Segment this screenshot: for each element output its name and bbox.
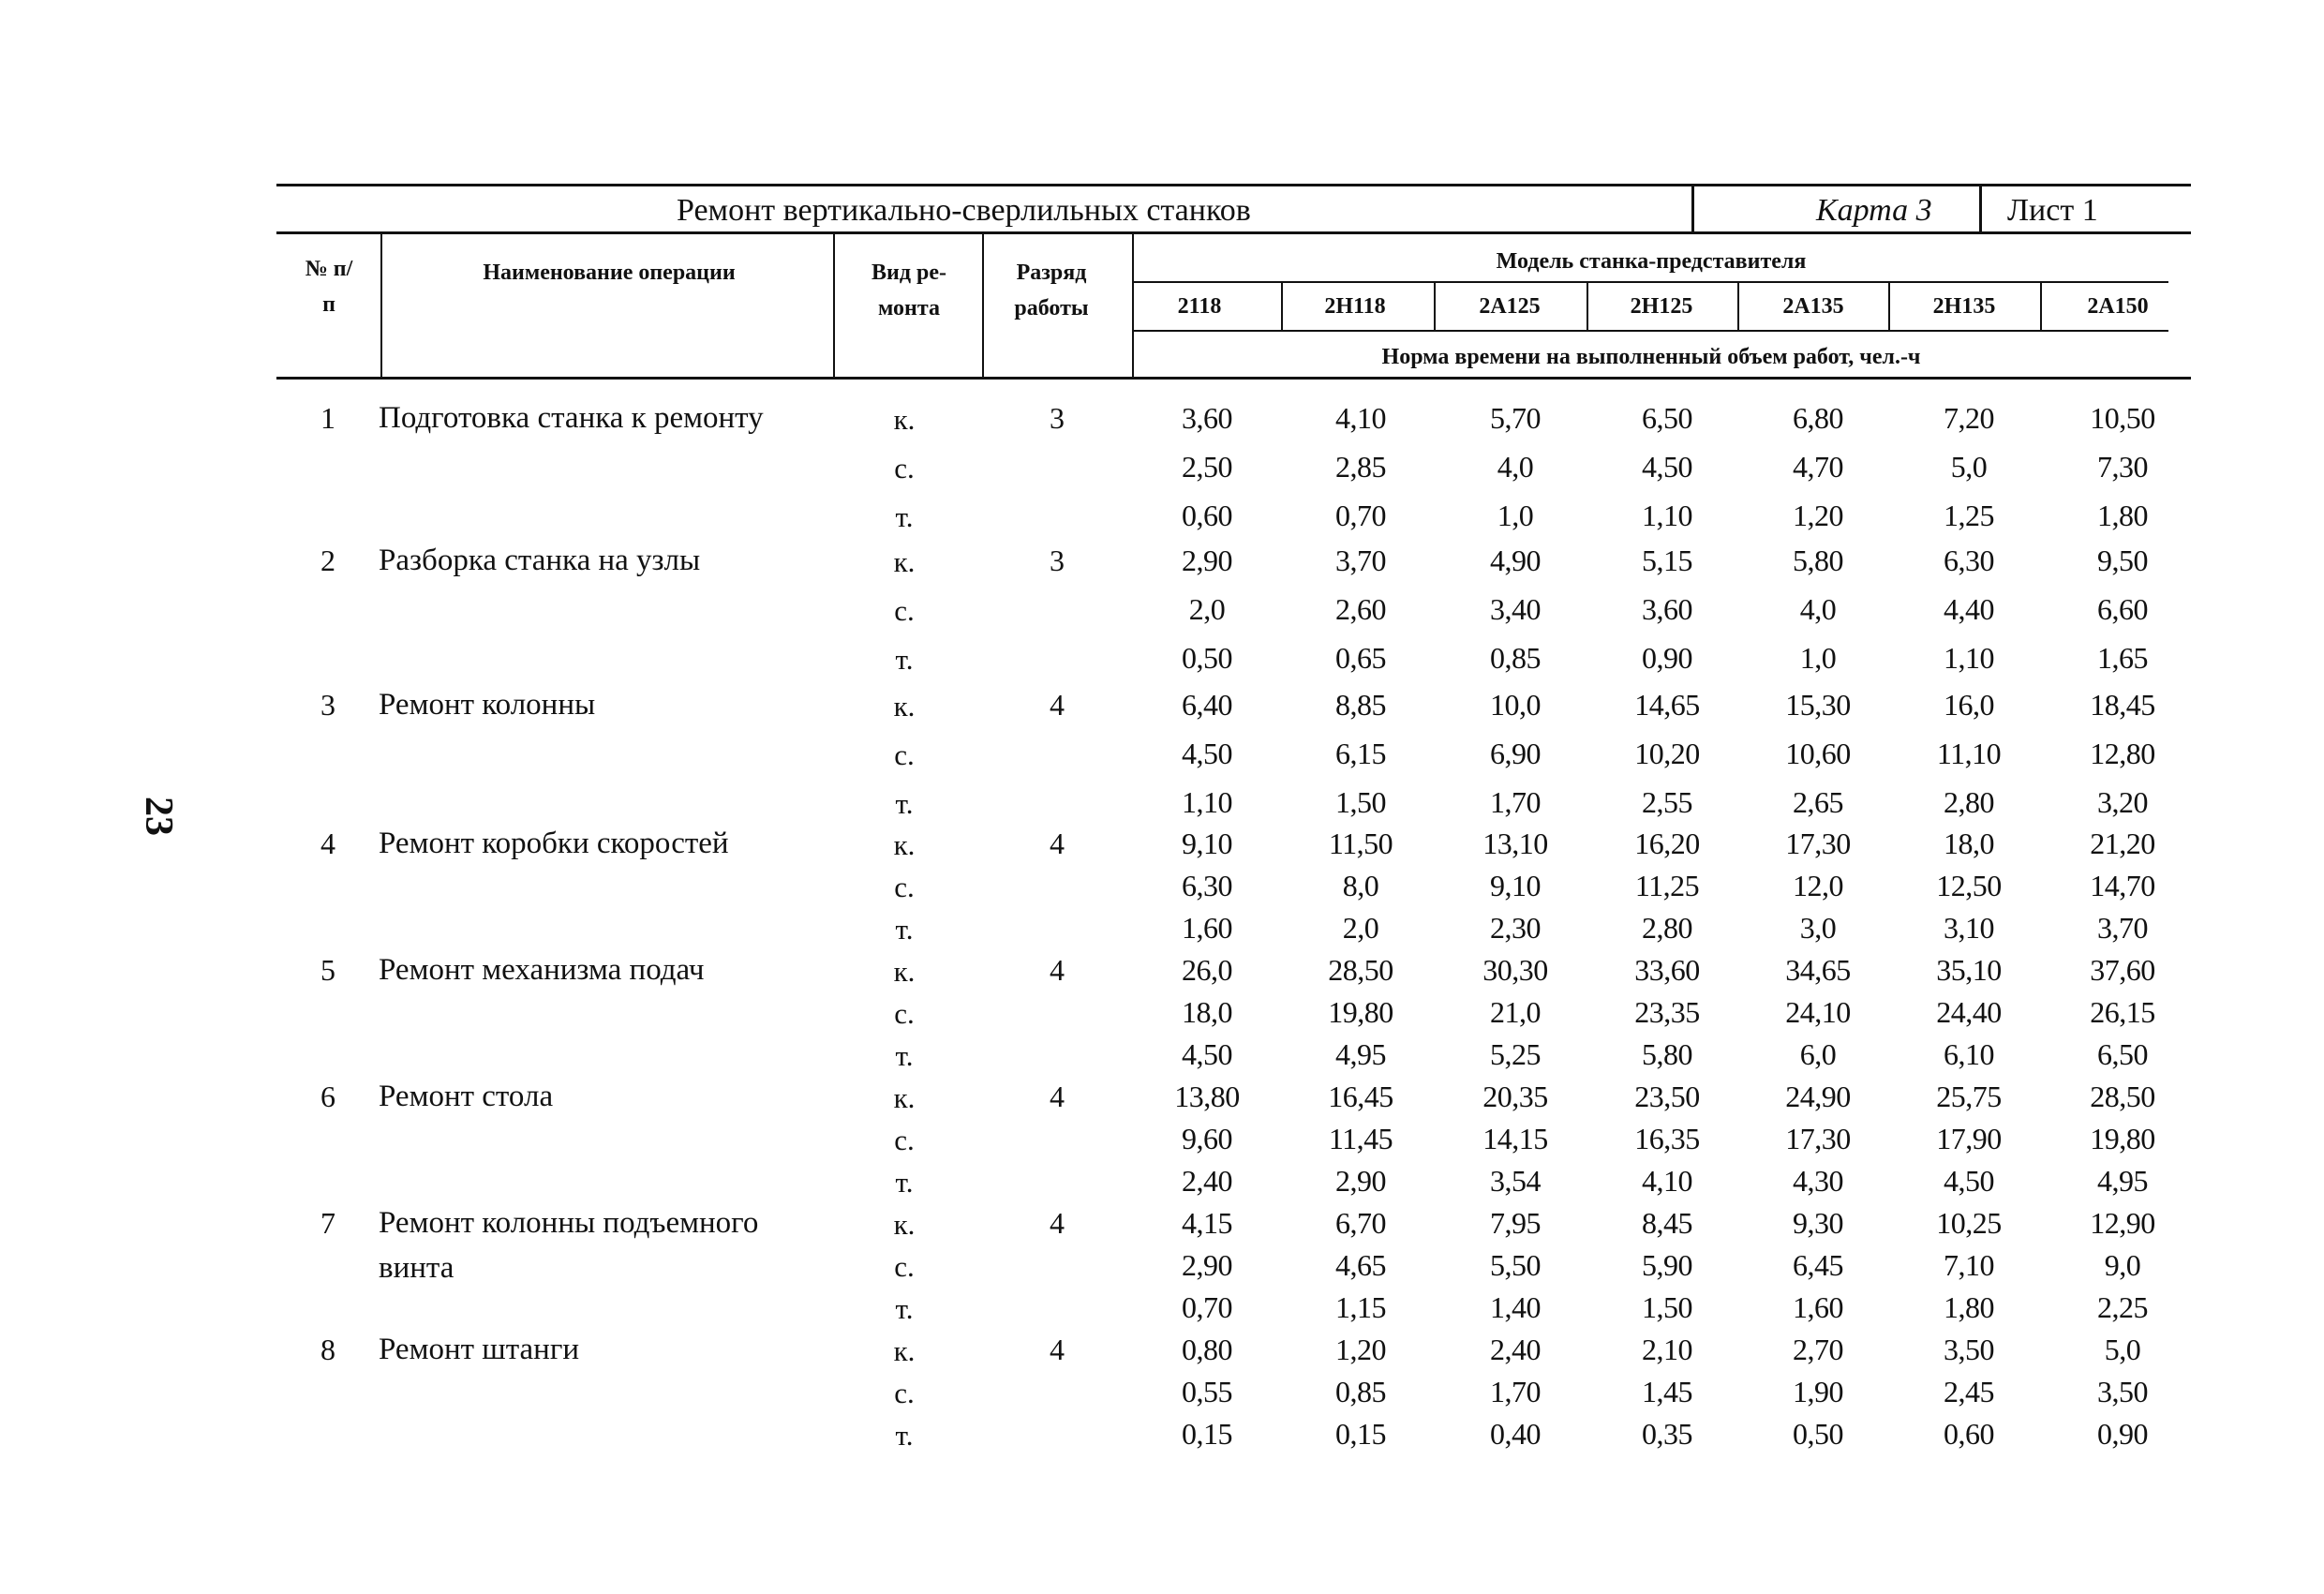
time-norm-value: 1,10 (1642, 499, 1692, 532)
time-norm-value: 18,45 (2090, 688, 2155, 722)
time-norm-value: 4,0 (1799, 592, 1837, 626)
time-norm-value: 10,25 (1936, 1206, 2002, 1240)
repair-type: с. (894, 871, 915, 903)
time-norm-value: 3,10 (1944, 911, 1994, 945)
time-norm-value: 7,95 (1490, 1206, 1541, 1240)
time-norm-value: 35,10 (1936, 953, 2002, 987)
time-norm-value: 6,60 (2097, 592, 2148, 626)
time-norm-value: 3,70 (1335, 544, 1386, 577)
operation-name: Разборка станка на узлы (379, 544, 701, 577)
time-norm-value: 18,0 (1182, 995, 1232, 1029)
time-norm-value: 0,55 (1182, 1375, 1232, 1408)
model-header: 2118 (1177, 294, 1222, 319)
time-norm-value: 4,0 (1497, 450, 1534, 484)
time-norm-value: 3,60 (1182, 401, 1232, 435)
time-norm-value: 1,0 (1497, 499, 1534, 532)
time-norm-value: 4,50 (1944, 1164, 1994, 1198)
time-norm-value: 21,0 (1490, 995, 1541, 1029)
time-norm-value: 3,50 (1944, 1333, 1994, 1366)
operation-number: 7 (320, 1206, 335, 1240)
time-norm-value: 37,60 (2090, 953, 2155, 987)
repair-type: к. (893, 1081, 916, 1114)
column-repair-type-header: Вид ре-монта (872, 261, 946, 320)
repair-type: с. (894, 1250, 915, 1283)
repair-type: с. (894, 997, 915, 1030)
title-bottom-border (276, 231, 2191, 234)
operation-name: Ремонт коробки скоростей (379, 827, 729, 860)
time-norm-value: 24,10 (1785, 995, 1851, 1029)
time-norm-value: 5,90 (1642, 1248, 1692, 1282)
sheet-number: Лист 1 (2007, 193, 2098, 228)
time-norm-value: 6,50 (2097, 1037, 2148, 1071)
time-norm-value: 2,90 (1182, 544, 1232, 577)
time-norm-value: 5,25 (1490, 1037, 1541, 1071)
time-norm-value: 7,30 (2097, 450, 2148, 484)
time-norm-value: 34,65 (1785, 953, 1851, 987)
time-norm-value: 24,90 (1785, 1080, 1851, 1113)
time-norm-value: 7,20 (1944, 401, 1994, 435)
time-norm-value: 21,20 (2090, 827, 2155, 860)
models-top-line (1132, 281, 2168, 283)
title-divider-2 (1979, 186, 1982, 232)
time-norm-value: 11,45 (1328, 1122, 1393, 1155)
time-norm-value: 2,80 (1944, 785, 1994, 819)
time-norm-value: 3,70 (2097, 911, 2148, 945)
repair-type: т. (895, 1419, 914, 1452)
time-norm-value: 11,50 (1328, 827, 1393, 860)
time-norm-value: 9,50 (2097, 544, 2148, 577)
time-norm-value: 16,45 (1328, 1080, 1393, 1113)
time-norm-value: 1,40 (1490, 1290, 1541, 1324)
model-divider-5 (1888, 281, 1890, 330)
repair-type: т. (895, 643, 914, 676)
time-norm-value: 4,65 (1335, 1248, 1386, 1282)
time-norm-value: 14,15 (1482, 1122, 1548, 1155)
time-norm-value: 2,25 (2097, 1290, 2148, 1324)
model-divider-1 (1281, 281, 1283, 330)
operation-grade: 4 (1050, 1333, 1065, 1366)
time-norm-value: 26,15 (2090, 995, 2155, 1029)
time-norm-value: 10,60 (1785, 737, 1851, 770)
time-norm-value: 1,50 (1642, 1290, 1692, 1324)
time-norm-value: 5,15 (1642, 544, 1692, 577)
time-norm-value: 1,45 (1642, 1375, 1692, 1408)
time-norm-value: 1,15 (1335, 1290, 1386, 1324)
time-norm-value: 17,30 (1785, 1122, 1851, 1155)
time-norm-value: 3,54 (1490, 1164, 1541, 1198)
time-norm-value: 24,40 (1936, 995, 2002, 1029)
time-norm-value: 2,0 (1188, 592, 1226, 626)
time-norm-value: 5,50 (1490, 1248, 1541, 1282)
time-norm-value: 0,40 (1490, 1417, 1541, 1451)
time-norm-value: 0,50 (1793, 1417, 1843, 1451)
repair-type: к. (893, 828, 916, 861)
repair-type: т. (895, 1039, 914, 1072)
time-norm-value: 5,0 (2104, 1333, 2141, 1366)
time-norm-value: 28,50 (2090, 1080, 2155, 1113)
time-norm-value: 4,90 (1490, 544, 1541, 577)
time-norm-value: 1,0 (1799, 641, 1837, 675)
operation-name: Ремонт штанги (379, 1333, 580, 1366)
time-norm-value: 13,10 (1482, 827, 1548, 860)
time-norm-value: 3,0 (1799, 911, 1837, 945)
time-norm-value: 0,90 (2097, 1417, 2148, 1451)
time-norm-value: 23,50 (1634, 1080, 1700, 1113)
time-norm-value: 2,70 (1793, 1333, 1843, 1366)
time-norm-value: 2,10 (1642, 1333, 1692, 1366)
operation-grade: 4 (1050, 1080, 1065, 1113)
time-norm-value: 0,70 (1335, 499, 1386, 532)
model-header: 2А150 (2087, 294, 2149, 319)
time-norm-value: 2,65 (1793, 785, 1843, 819)
column-grade-header: Разряд работы (1014, 261, 1089, 320)
repair-type: т. (895, 500, 914, 533)
repair-type: с. (894, 1377, 915, 1409)
time-norm-value: 9,10 (1182, 827, 1232, 860)
repair-type: к. (893, 1208, 916, 1241)
repair-type: т. (895, 787, 914, 820)
operation-number: 6 (320, 1080, 335, 1113)
header-divider-grade (1132, 233, 1134, 377)
time-norm-value: 0,90 (1642, 641, 1692, 675)
time-norm-value: 2,30 (1490, 911, 1541, 945)
time-norm-value: 17,30 (1785, 827, 1851, 860)
model-header: 2А125 (1479, 294, 1541, 319)
time-norm-value: 0,80 (1182, 1333, 1232, 1366)
time-norm-value: 10,50 (2090, 401, 2155, 435)
repair-type: к. (893, 1334, 916, 1367)
model-divider-3 (1587, 281, 1588, 330)
time-norm-value: 0,65 (1335, 641, 1386, 675)
operation-number: 3 (320, 688, 335, 722)
time-norm-value: 6,15 (1335, 737, 1386, 770)
model-header: 2А135 (1782, 294, 1844, 319)
header-bottom-border (276, 377, 2191, 380)
time-norm-value: 14,70 (2090, 869, 2155, 902)
time-norm-value: 6,90 (1490, 737, 1541, 770)
time-norm-value: 5,0 (1950, 450, 1988, 484)
time-norm-value: 4,15 (1182, 1206, 1232, 1240)
repair-type: с. (894, 738, 915, 771)
time-norm-value: 1,25 (1944, 499, 1994, 532)
time-norm-value: 4,70 (1793, 450, 1843, 484)
table-top-border (276, 184, 2191, 186)
time-norm-value: 15,30 (1785, 688, 1851, 722)
time-norm-value: 18,0 (1944, 827, 1994, 860)
time-norm-value: 26,0 (1182, 953, 1232, 987)
header-divider-type (982, 233, 984, 377)
time-norm-value: 0,50 (1182, 641, 1232, 675)
card-number: Карта 3 (1816, 193, 1932, 228)
time-norm-value: 8,0 (1342, 869, 1379, 902)
time-norm-value: 4,95 (2097, 1164, 2148, 1198)
time-norm-value: 4,40 (1944, 592, 1994, 626)
operation-grade: 3 (1050, 401, 1065, 435)
time-norm-value: 13,80 (1174, 1080, 1240, 1113)
column-number-header: № п/п (305, 257, 353, 317)
time-norm-value: 7,10 (1944, 1248, 1994, 1282)
time-norm-value: 0,70 (1182, 1290, 1232, 1324)
operation-number: 8 (320, 1333, 335, 1366)
time-norm-value: 4,95 (1335, 1037, 1386, 1071)
time-norm-value: 5,80 (1642, 1037, 1692, 1071)
table-title: Ремонт вертикально-сверлильных станков (677, 193, 1251, 228)
operation-name: Ремонт колонны подъемного винта (379, 1206, 759, 1285)
operation-grade: 4 (1050, 1206, 1065, 1240)
model-divider-4 (1737, 281, 1739, 330)
time-norm-value: 2,45 (1944, 1375, 1994, 1408)
models-bottom-line (1132, 330, 2168, 332)
time-norm-value: 2,90 (1182, 1248, 1232, 1282)
time-norm-value: 6,45 (1793, 1248, 1843, 1282)
time-norm-value: 4,10 (1642, 1164, 1692, 1198)
repair-type: с. (894, 594, 915, 627)
time-norm-value: 2,50 (1182, 450, 1232, 484)
time-norm-value: 1,65 (2097, 641, 2148, 675)
repair-type: к. (893, 545, 916, 578)
model-header: 2Н118 (1324, 294, 1386, 319)
column-norm-header: Норма времени на выполненный объем работ, чел.-ч (1381, 345, 1921, 369)
operation-number: 5 (320, 953, 335, 987)
time-norm-value: 19,80 (1328, 995, 1393, 1029)
time-norm-value: 19,80 (2090, 1122, 2155, 1155)
repair-type: т. (895, 1292, 914, 1325)
time-norm-value: 1,70 (1490, 1375, 1541, 1408)
time-norm-value: 4,50 (1182, 737, 1232, 770)
column-operation-header: Наименование операции (483, 261, 736, 285)
time-norm-value: 2,90 (1335, 1164, 1386, 1198)
time-norm-value: 30,30 (1482, 953, 1548, 987)
operation-grade: 4 (1050, 953, 1065, 987)
time-norm-value: 1,10 (1944, 641, 1994, 675)
time-norm-value: 3,50 (2097, 1375, 2148, 1408)
time-norm-value: 0,60 (1944, 1417, 1994, 1451)
time-norm-value: 0,85 (1335, 1375, 1386, 1408)
title-divider-1 (1691, 186, 1694, 232)
repair-type: с. (894, 452, 915, 484)
time-norm-value: 2,80 (1642, 911, 1692, 945)
operation-grade: 3 (1050, 544, 1065, 577)
time-norm-value: 6,80 (1793, 401, 1843, 435)
time-norm-value: 6,30 (1944, 544, 1994, 577)
repair-type: к. (893, 690, 916, 723)
time-norm-value: 12,50 (1936, 869, 2002, 902)
time-norm-value: 1,80 (2097, 499, 2148, 532)
time-norm-value: 20,35 (1482, 1080, 1548, 1113)
time-norm-value: 1,60 (1182, 911, 1232, 945)
time-norm-value: 2,85 (1335, 450, 1386, 484)
time-norm-value: 1,90 (1793, 1375, 1843, 1408)
time-norm-value: 9,10 (1490, 869, 1541, 902)
time-norm-value: 14,65 (1634, 688, 1700, 722)
operation-name: Ремонт стола (379, 1080, 554, 1113)
column-model-group-header: Модель станка-представителя (1496, 249, 1807, 274)
time-norm-value: 5,70 (1490, 401, 1541, 435)
model-divider-6 (2040, 281, 2042, 330)
header-divider-number (380, 233, 382, 377)
time-norm-value: 6,70 (1335, 1206, 1386, 1240)
time-norm-value: 6,40 (1182, 688, 1232, 722)
time-norm-value: 12,80 (2090, 737, 2155, 770)
time-norm-value: 1,50 (1335, 785, 1386, 819)
model-divider-2 (1434, 281, 1436, 330)
time-norm-value: 0,35 (1642, 1417, 1692, 1451)
time-norm-value: 12,90 (2090, 1206, 2155, 1240)
time-norm-value: 1,80 (1944, 1290, 1994, 1324)
time-norm-value: 33,60 (1634, 953, 1700, 987)
header-divider-operation (833, 233, 835, 377)
model-header: 2Н135 (1932, 294, 1996, 319)
time-norm-value: 16,35 (1634, 1122, 1700, 1155)
time-norm-value: 10,20 (1634, 737, 1700, 770)
time-norm-value: 1,60 (1793, 1290, 1843, 1324)
time-norm-value: 2,55 (1642, 785, 1692, 819)
time-norm-value: 9,0 (2104, 1248, 2141, 1282)
model-header: 2Н125 (1630, 294, 1693, 319)
operation-name: Ремонт механизма подач (379, 953, 705, 987)
time-norm-value: 1,10 (1182, 785, 1232, 819)
repair-type: к. (893, 955, 916, 988)
time-norm-value: 6,30 (1182, 869, 1232, 902)
time-norm-value: 6,10 (1944, 1037, 1994, 1071)
time-norm-value: 0,85 (1490, 641, 1541, 675)
time-norm-value: 0,60 (1182, 499, 1232, 532)
time-norm-value: 2,60 (1335, 592, 1386, 626)
repair-type: т. (895, 913, 914, 946)
repair-type: т. (895, 1166, 914, 1199)
time-norm-value: 4,30 (1793, 1164, 1843, 1198)
time-norm-value: 4,50 (1182, 1037, 1232, 1071)
operation-grade: 4 (1050, 688, 1065, 722)
time-norm-value: 11,25 (1634, 869, 1700, 902)
time-norm-value: 23,35 (1634, 995, 1700, 1029)
time-norm-value: 4,10 (1335, 401, 1386, 435)
time-norm-value: 2,0 (1342, 911, 1379, 945)
time-norm-value: 2,40 (1490, 1333, 1541, 1366)
time-norm-value: 1,70 (1490, 785, 1541, 819)
time-norm-value: 9,30 (1793, 1206, 1843, 1240)
operation-name: Подготовка станка к ремонту (379, 401, 764, 435)
time-norm-value: 12,0 (1793, 869, 1843, 902)
operation-name: Ремонт колонны (379, 688, 596, 722)
operation-number: 1 (320, 401, 335, 435)
time-norm-value: 11,10 (1936, 737, 2002, 770)
time-norm-value: 6,0 (1799, 1037, 1837, 1071)
time-norm-value: 1,20 (1793, 499, 1843, 532)
time-norm-value: 16,20 (1634, 827, 1700, 860)
time-norm-value: 5,80 (1793, 544, 1843, 577)
operation-grade: 4 (1050, 827, 1065, 860)
time-norm-value: 3,60 (1642, 592, 1692, 626)
time-norm-value: 0,15 (1182, 1417, 1232, 1451)
time-norm-value: 9,60 (1182, 1122, 1232, 1155)
time-norm-value: 8,45 (1642, 1206, 1692, 1240)
time-norm-value: 3,20 (2097, 785, 2148, 819)
time-norm-value: 16,0 (1944, 688, 1994, 722)
time-norm-value: 1,20 (1335, 1333, 1386, 1366)
time-norm-value: 6,50 (1642, 401, 1692, 435)
time-norm-value: 28,50 (1328, 953, 1393, 987)
time-norm-value: 4,50 (1642, 450, 1692, 484)
time-norm-value: 10,0 (1490, 688, 1541, 722)
time-norm-value: 17,90 (1936, 1122, 2002, 1155)
repair-type: к. (893, 403, 916, 436)
operation-number: 2 (320, 544, 335, 577)
time-norm-value: 2,40 (1182, 1164, 1232, 1198)
time-norm-value: 0,15 (1335, 1417, 1386, 1451)
repair-type: с. (894, 1124, 915, 1156)
page-number: 23 (137, 797, 180, 836)
time-norm-value: 25,75 (1936, 1080, 2002, 1113)
time-norm-value: 3,40 (1490, 592, 1541, 626)
time-norm-value: 8,85 (1335, 688, 1386, 722)
operation-number: 4 (320, 827, 335, 860)
